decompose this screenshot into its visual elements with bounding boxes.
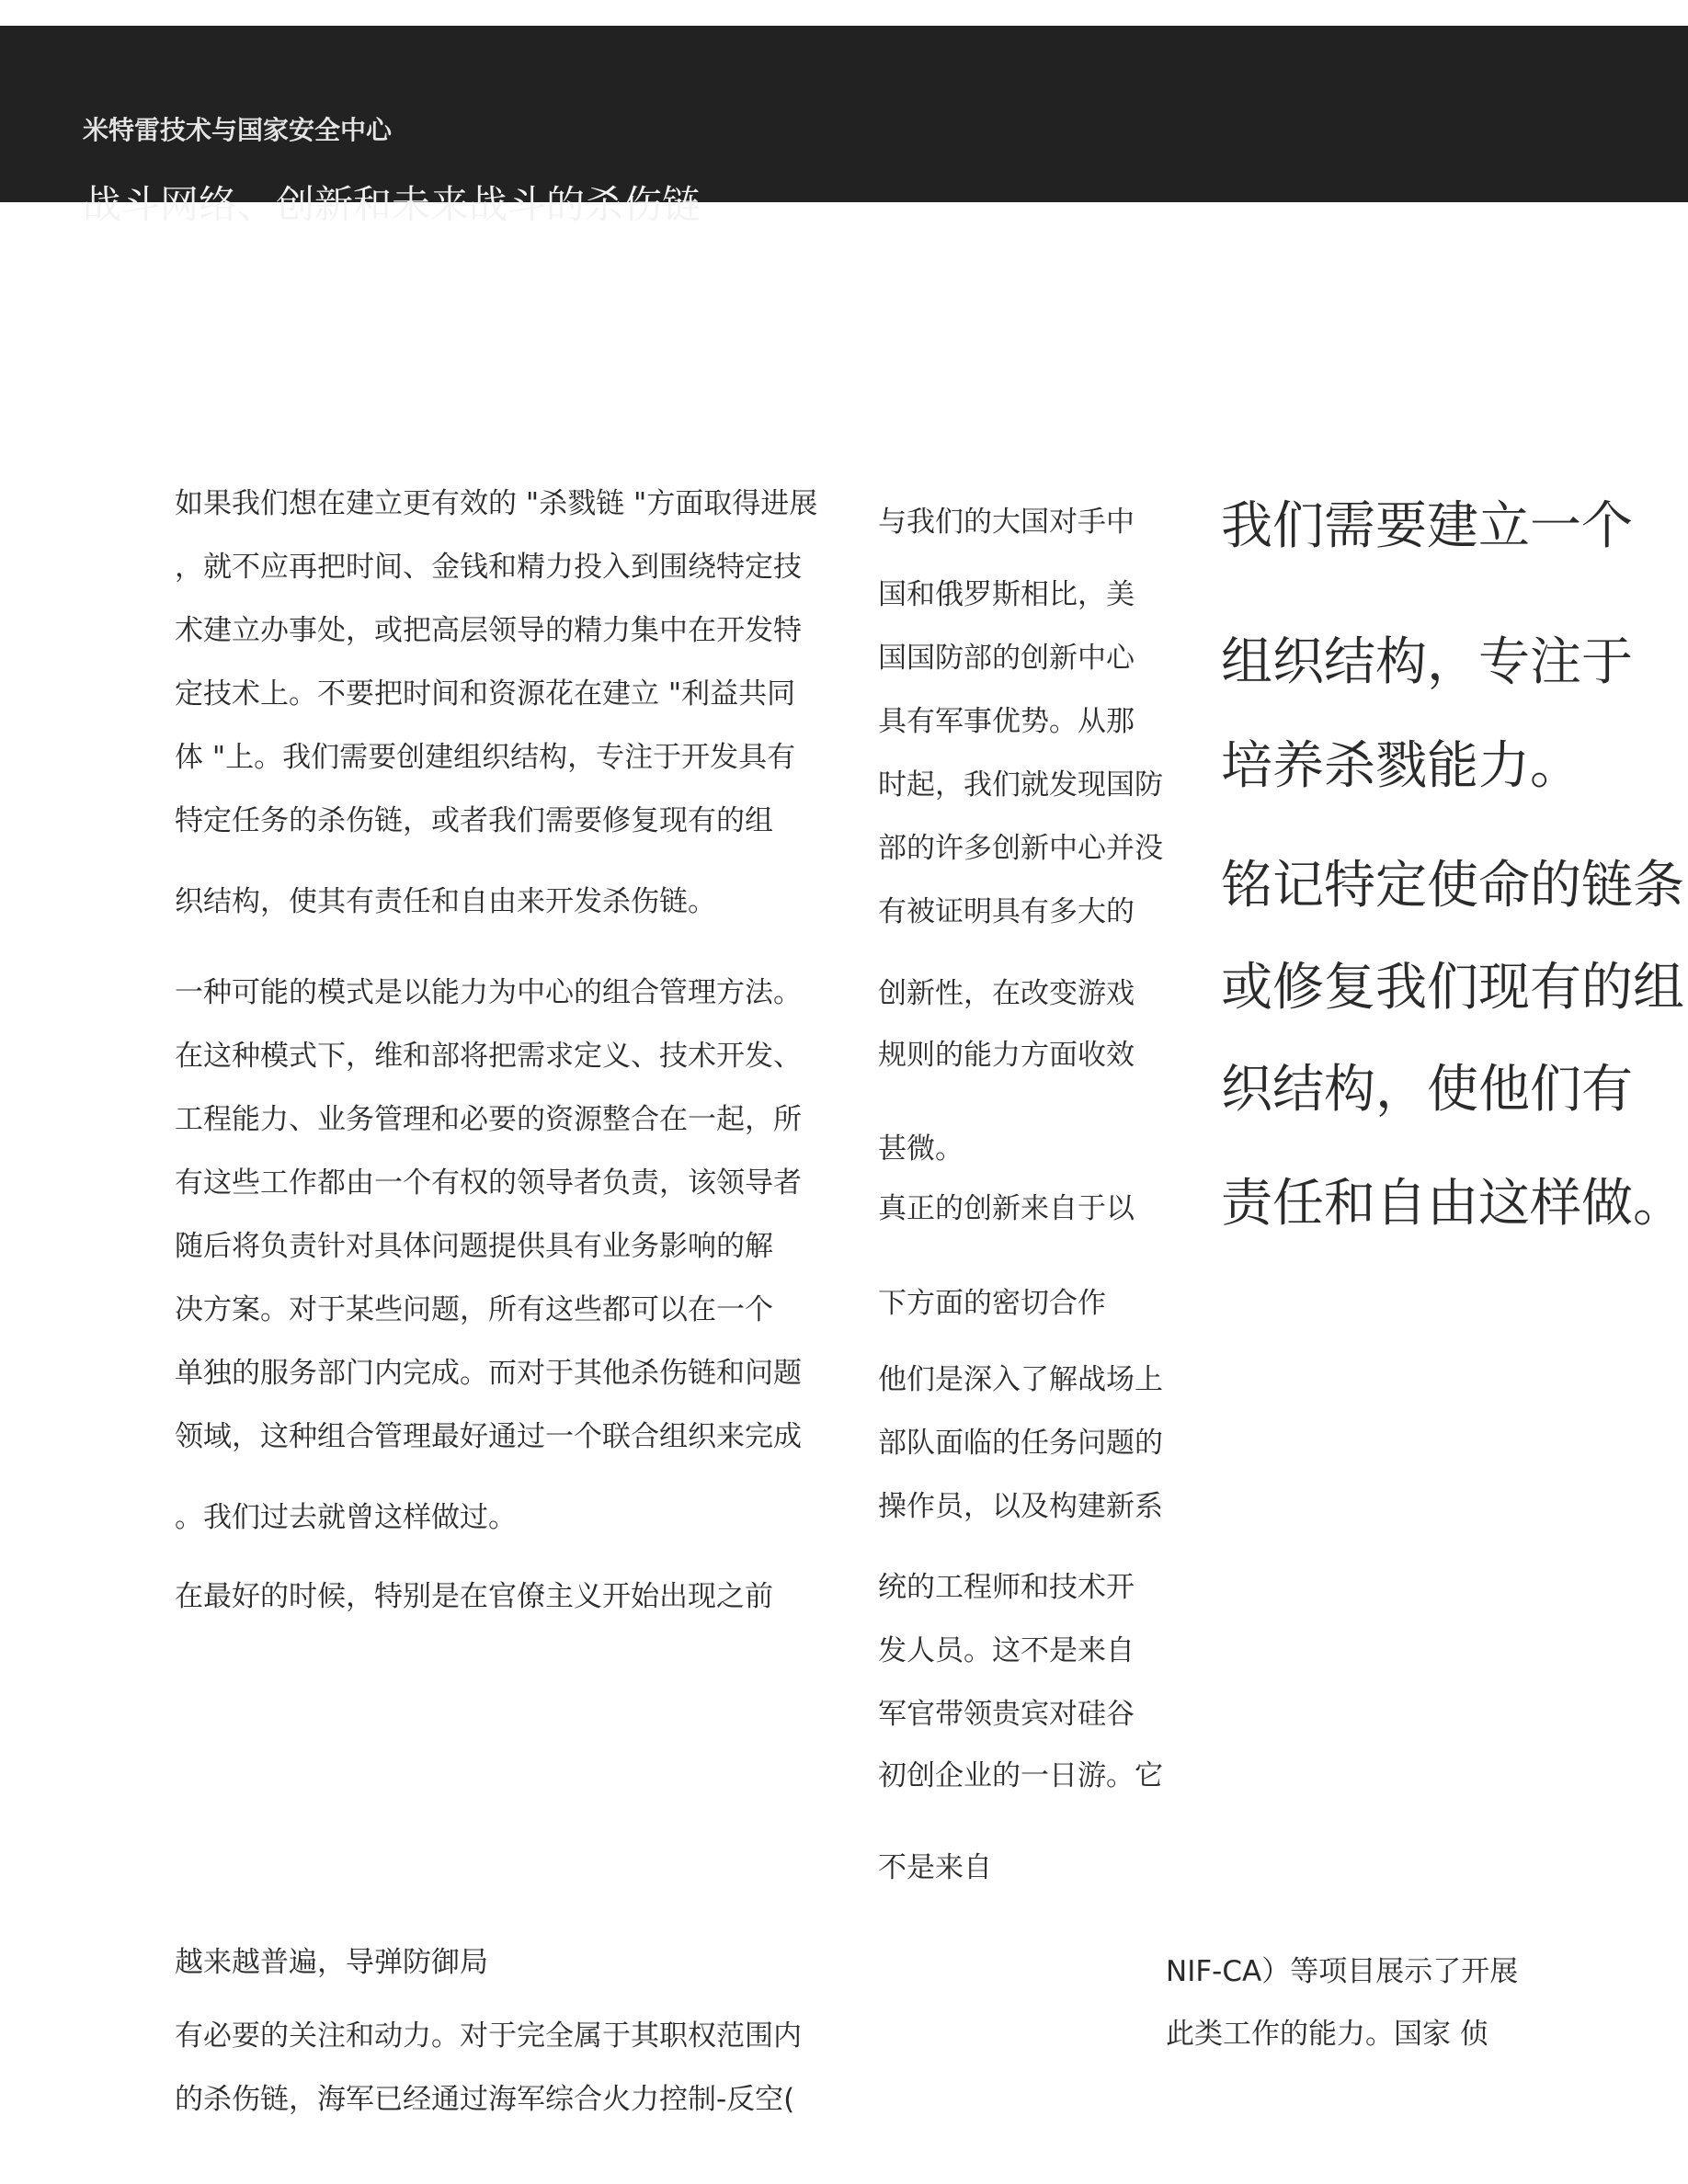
left-column-line: 单独的服务部门内完成。而对于其他杀伤链和问题 — [175, 1357, 802, 1390]
bottom-left-line: 有必要的关注和动力。对于完全属于其职权范围内 — [175, 2019, 802, 2053]
middle-column-line: 具有军事优势。从那 — [878, 705, 1135, 738]
middle-column-line: 真正的创新来自于以 — [878, 1192, 1135, 1225]
left-column-line: 特定任务的杀伤链，或者我们需要修复现有的组 — [175, 804, 773, 837]
document-title: 战斗网络、创新和未来战斗的杀伤链 — [83, 182, 701, 227]
middle-column-line: 军官带领贵宾对硅谷 — [878, 1698, 1135, 1731]
left-column-line: 。我们过去就曾这样做过。 — [175, 1501, 517, 1534]
pull-quote-line: 或修复我们现有的组 — [1221, 958, 1684, 1018]
middle-column-line: 他们是深入了解战场上 — [878, 1363, 1163, 1396]
middle-column-line: 统的工程师和技术开 — [878, 1571, 1135, 1604]
pull-quote-line: 责任和自由这样做。 — [1221, 1174, 1684, 1234]
left-column-line: 织结构，使其有责任和自由来开发杀伤链。 — [175, 885, 716, 918]
left-column-line: 一种可能的模式是以能力为中心的组合管理方法。 — [175, 976, 802, 1009]
middle-column-line: 与我们的大国对手中 — [878, 506, 1135, 539]
left-column-line: 术建立办事处，或把高层领导的精力集中在开发特 — [175, 614, 802, 647]
middle-column-line: 不是来自 — [878, 1851, 992, 1884]
left-column-line: 体 "上。我们需要创建组织结构，专注于开发具有 — [175, 741, 796, 774]
middle-column-line: 部的许多创新中心并没 — [878, 832, 1163, 865]
left-column-line: 如果我们想在建立更有效的 "杀戮链 "方面取得进展 — [175, 487, 818, 520]
left-column-line: 随后将负责针对具体问题提供具有业务影响的解 — [175, 1230, 773, 1263]
pull-quote-line: 我们需要建立一个 — [1221, 496, 1633, 556]
left-column-line: 决方案。对于某些问题，所有这些都可以在一个 — [175, 1293, 773, 1326]
middle-column-line: 规则的能力方面收效 — [878, 1039, 1135, 1072]
pull-quote-line: 培养杀戮能力。 — [1221, 736, 1581, 796]
middle-column-line: 国国防部的创新中心 — [878, 642, 1135, 675]
middle-column-line: 初创企业的一日游。它 — [878, 1759, 1163, 1792]
middle-column-line: 有被证明具有多大的 — [878, 895, 1135, 928]
middle-column-line: 下方面的密切合作 — [878, 1287, 1106, 1320]
bottom-right-line: 此类工作的能力。国家 侦 — [1166, 2018, 1488, 2051]
left-column-line: ，就不应再把时间、金钱和精力投入到围绕特定技 — [175, 551, 802, 584]
pull-quote-line: 铭记特定使命的链条 — [1221, 856, 1684, 916]
middle-column-line: 国和俄罗斯相比，美 — [878, 578, 1135, 611]
pull-quote-line: 织结构，使他们有 — [1221, 1060, 1633, 1120]
left-column-line: 有这些工作都由一个有权的领导者负责，该领导者 — [175, 1166, 802, 1200]
middle-column-line: 创新性，在改变游戏 — [878, 977, 1135, 1010]
bottom-right-line: NIF-CA）等项目展示了开展 — [1166, 1955, 1519, 1988]
left-column-line: 在这种模式下，维和部将把需求定义、技术开发、 — [175, 1040, 802, 1073]
middle-column-line: 时起，我们就发现国防 — [878, 768, 1163, 802]
left-column-line: 工程能力、业务管理和必要的资源整合在一起，所 — [175, 1103, 802, 1136]
left-column-line: 在最好的时候，特别是在官僚主义开始出现之前 — [175, 1580, 773, 1613]
bottom-left-line: 的杀伤链，海军已经通过海军综合火力控制-反空( — [175, 2083, 795, 2116]
middle-column-line: 部队面临的任务问题的 — [878, 1427, 1163, 1460]
bottom-left-line: 越来越普遍，导弹防御局 — [175, 1946, 488, 1979]
middle-column-line: 发人员。这不是来自 — [878, 1634, 1135, 1667]
left-column-line: 领域，这种组合管理最好通过一个联合组织来完成 — [175, 1420, 802, 1453]
middle-column-line: 甚微。 — [878, 1132, 964, 1166]
organization-name: 米特雷技术与国家安全中心 — [83, 115, 393, 145]
left-column-line: 定技术上。不要把时间和资源花在建立 "利益共同 — [175, 677, 796, 711]
pull-quote-line: 组织结构，专注于 — [1221, 632, 1633, 692]
middle-column-line: 操作员，以及构建新系 — [878, 1490, 1163, 1523]
document-header — [0, 26, 1688, 227]
